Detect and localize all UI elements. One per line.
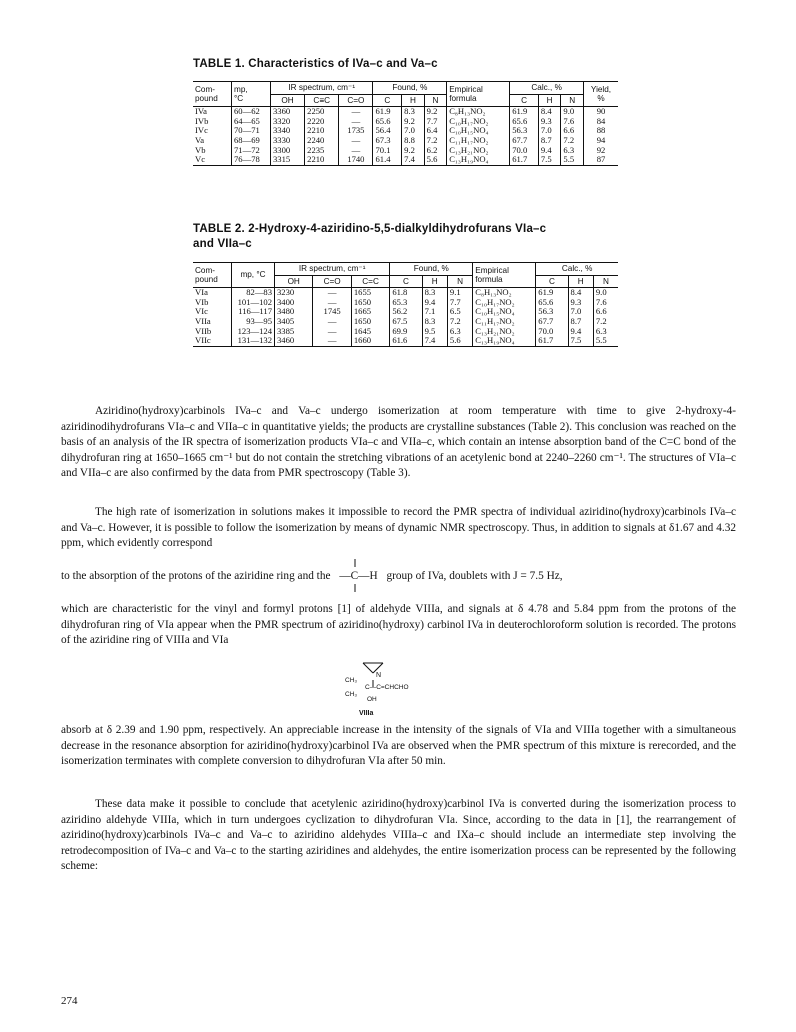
structure-ch3-bottom: CH₃	[345, 691, 358, 698]
t1-head-found-h: H	[402, 94, 425, 107]
structure-ch3-top: CH₃	[345, 677, 358, 684]
page-number: 274	[61, 995, 78, 1007]
t1-head-mp: mp, °C	[232, 82, 271, 107]
structure-n-label: N	[376, 672, 382, 679]
structure-viiia	[345, 660, 455, 720]
paragraph-5-text: These data make it possible to conclude that acetylenic aziridino(hydroxy)carbinol IVa is converted during the isomerization process to aziridino aldehyde VIIIa, which in turn undergoes cyclization to dihydrofuran VIa. Since, according to the data in [1], the rearrangement of aziridino(hydroxy)carbinols IVa–c and Va–c to aziridino aldehydes VIIIa–c and IXa–c should include an intermediate step involving the retrodecomposition of IVa–c and Va–c to the starting aziridines and aldehydes, the entire isomerization process can be represented by the following scheme:	[61, 798, 736, 873]
t1-col-oh: 3360 3320 3340 3330 3300 3315	[271, 107, 305, 166]
t1-head-ir: IR spectrum, cm⁻¹	[271, 82, 373, 95]
t1-col-co: — — 1735 — — 1740	[339, 107, 373, 166]
t1-head-found: Found, %	[373, 82, 447, 95]
paragraph-2-text: The high rate of isomerization in solutions makes it impossible to record the PMR spectra of individual aziridino(hydroxy)carbinols IVa–c and Va–c. However, it is possible to follow the isomerization by means of dynamic NMR spectroscopy. Thus, in addition to signals at δ1.67 and 4.32 ppm, which evidently correspond	[61, 506, 736, 550]
table2-caption	[193, 222, 546, 252]
t1-head-calc-h: H	[538, 94, 561, 107]
t1-head-oh: OH	[271, 94, 305, 107]
t2-col-cc: 1655 1650 1665 1650 1645 1660	[351, 288, 389, 347]
t2-head-found: Found, %	[390, 263, 473, 276]
ch-group	[339, 569, 377, 585]
t2-col-compound: VIa VIb VIc VIIa VIIb VIIc	[195, 287, 212, 346]
t1-head-found-n: N	[424, 94, 447, 107]
t2-head-formula: Empirical formula	[473, 263, 536, 288]
t2-head-mp: mp, °C	[232, 263, 275, 288]
ch-bond-lines-icon	[352, 559, 358, 593]
t1-head-compound: Com- pound	[193, 82, 232, 107]
t2-col-oh: 3230 3400 3480 3405 3385 3460	[275, 288, 313, 347]
table1-caption: TABLE 1. Characteristics of IVa–c and Va–c	[193, 58, 438, 70]
t2-head-calc-c: C	[536, 275, 568, 288]
t1-col-calc-c: 61.9 65.6 56.3 67.7 70.0 61.7	[510, 107, 539, 166]
t1-col-found-n: 9.2 7.7 6.4 7.2 6.2 5.6	[424, 107, 447, 166]
paragraph-1	[61, 404, 736, 482]
t2-col-found-c: 61.8 65.3 56.2 67.5 69.9 61.6	[390, 288, 422, 347]
structure-chain: C—C=CHCHO	[365, 684, 409, 691]
paragraph-3	[61, 602, 736, 649]
t1-col-found-h: 8.3 9.2 7.0 8.8 9.2 7.4	[402, 107, 425, 166]
t1-head-calc-n: N	[561, 94, 584, 107]
t2-head-found-h: H	[422, 275, 447, 288]
t2-head-co: C=O	[313, 275, 351, 288]
t2-col-mp: 82—83 101—102 116—117 93—95 123—124 131—132	[232, 288, 275, 347]
t1-col-calc-n: 9.0 7.6 6.6 7.2 6.3 5.5	[561, 107, 584, 166]
table2	[193, 262, 618, 347]
t1-head-formula: Empirical formula	[447, 82, 510, 107]
t1-col-formula: C₈H₁₃NO₂ C₁₀H₁₇NO₂ C₁₀H₁₅NO₄ C₁₁H₁₇NO₂ C₁₃H₂₁NO₂ C₁₃H₁₉NO₄	[447, 107, 510, 166]
aziridine-ring-icon	[345, 660, 455, 706]
t2-head-oh: OH	[275, 275, 313, 288]
paragraph-2	[61, 505, 736, 552]
table2-caption-line1: TABLE 2. 2-Hydroxy-4-aziridino-5,5-dialkyldihydrofurans VIa–c	[193, 223, 547, 235]
t2-head-calc-n: N	[593, 275, 618, 288]
table1	[193, 81, 618, 166]
t2-col-calc-n: 9.0 7.6 6.6 7.2 6.3 5.5	[593, 288, 618, 347]
t1-head-co: C=O	[339, 94, 373, 107]
inline-text-b: group of IVa, doublets with J = 7.5 Hz,	[386, 570, 563, 582]
t2-col-calc-h: 8.4 9.3 7.0 8.7 9.4 7.5	[568, 288, 593, 347]
t1-head-calc: Calc., %	[510, 82, 584, 95]
t1-head-calc-c: C	[510, 94, 539, 107]
t2-head-calc-h: H	[568, 275, 593, 288]
t2-head-cc: C=C	[351, 275, 389, 288]
ch-group-text: —C—H	[339, 570, 378, 582]
structure-oh: OH	[367, 696, 377, 703]
t1-col-mp: 60—62 64—65 70—71 68—69 71—72 76—78	[232, 107, 271, 166]
paragraph-1-text: Aziridino(hydroxy)carbinols IVa–c and Va–c undergo isomerization at room temperature with time to give 2-hydroxy-4-aziridinodihydrofurans VIa–c and VIIa–c in quantitative yields; the products are crystalline substances (Table 2). This conclusion was reached on the basis of an analysis of the IR spectra of isomerization products VIa–c and VIIa–c, which contain an intense absorption band of the C=C bond of the dihydrofuran ring at 1650–1665 cm⁻¹ but do not contain the stretching vibrations of an acetylenic bond at 2240–2260 cm⁻¹. The structures of VIa–c and VIIa–c are also confirmed by the data from PMR spectroscopy (Table 3).	[61, 405, 736, 480]
t2-col-co: — — 1745 — — —	[313, 288, 351, 347]
t2-col-formula: C₈H₁₃NO₂ C₁₀H₁₇NO₂ C₁₀H₁₅NO₄ C₁₁H₁₇NO₂ C₁₃H₂₁NO₂ C₁₃H₁₉NO₄	[473, 288, 536, 347]
t2-col-found-n: 9.1 7.7 6.5 7.2 6.3 5.6	[447, 288, 472, 347]
structure-label: VIIIa	[359, 710, 374, 717]
t2-head-calc: Calc., %	[536, 263, 618, 276]
t2-head-found-n: N	[447, 275, 472, 288]
t2-head-ir: IR spectrum, cm⁻¹	[275, 263, 390, 276]
paragraph-5	[61, 797, 736, 875]
t2-head-found-c: C	[390, 275, 422, 288]
t1-col-calc-h: 8.4 9.3 7.0 8.7 9.4 7.5	[538, 107, 561, 166]
inline-line	[61, 569, 563, 585]
t2-col-found-h: 8.3 9.4 7.1 8.3 9.5 7.4	[422, 288, 447, 347]
table2-caption-line2: and VIIa–c	[193, 238, 252, 250]
t1-col-found-c: 61.9 65.6 56.4 67.3 70.1 61.4	[373, 107, 402, 166]
paragraph-4	[61, 723, 736, 770]
t1-col-yield: 90 84 88 94 92 87	[584, 107, 619, 166]
t1-col-cc: 2250 2220 2210 2240 2235 2210	[305, 107, 339, 166]
t2-head-compound: Com- pound	[193, 263, 232, 288]
t2-col-calc-c: 61.9 65.6 56.3 67.7 70.0 61.7	[536, 288, 568, 347]
paragraph-4-text: absorb at δ 2.39 and 1.90 ppm, respectively. An appreciable increase in the intensity of the signals of VIa and VIIIa together with a simultaneous decrease in the resonance absorption for aziridino(hydroxy)carbinol IVa are observed when the PMR spectrum of this mixture is rerecorded, and the isomerization terminates with complete conversion to dihydrofuran VIa after 50 min.	[61, 724, 736, 768]
t1-head-cc: C≡C	[305, 94, 339, 107]
t1-col-compound: IVa IVb IVc Va Vb Vc	[195, 106, 209, 165]
t1-head-found-c: C	[373, 94, 402, 107]
inline-text-a: to the absorption of the protons of the aziridine ring and the	[61, 570, 331, 582]
t1-head-yield: Yield, %	[584, 82, 619, 107]
paragraph-3-text: which are characteristic for the vinyl and formyl protons [1] of aldehyde VIIIa, and signals at δ 4.78 and 5.84 ppm from the protons of the dihydrofuran ring of VIa appear when the PMR spectrum of aziridino(hydroxy) carbinol IVa in deuterochloroform solution is recorded. The protons of the aziridine ring of VIIIa and VIa	[61, 603, 736, 647]
